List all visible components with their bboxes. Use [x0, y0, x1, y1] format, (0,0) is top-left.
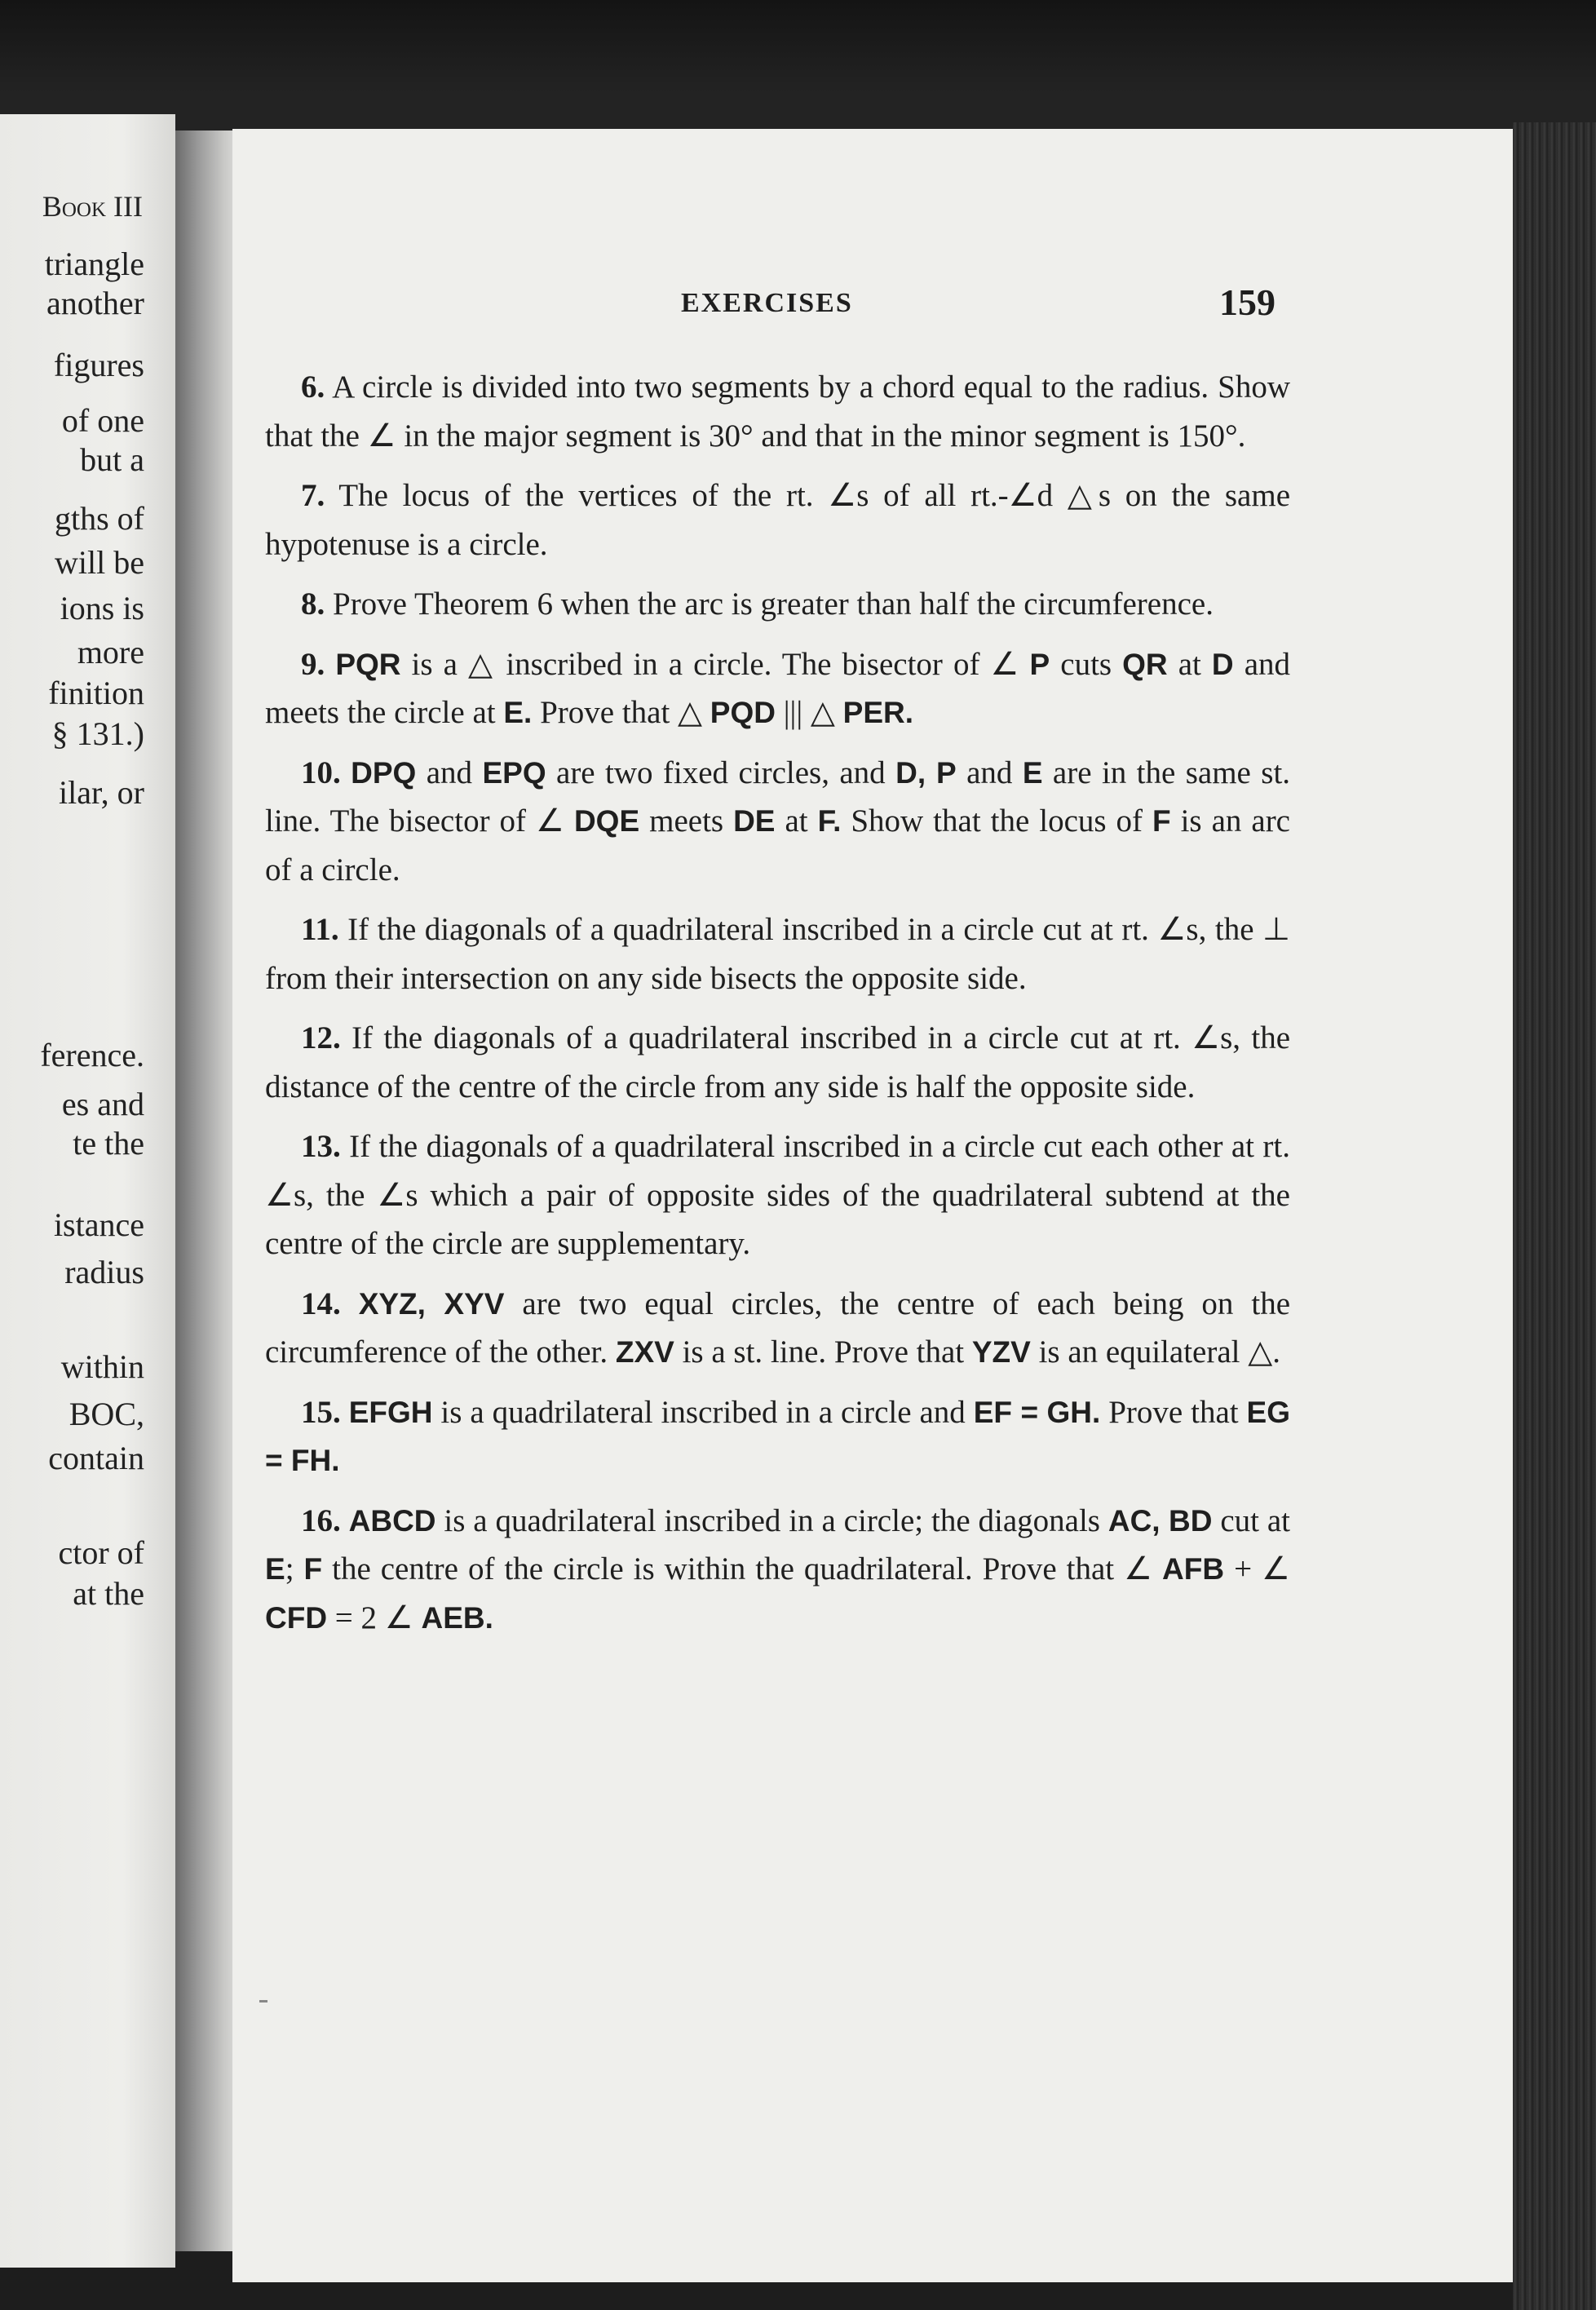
exercise-text: Prove that	[1100, 1394, 1247, 1430]
exercise-text: and	[956, 755, 1023, 790]
facing-page-line: contain	[48, 1440, 144, 1476]
point-label: EG = FH.	[265, 1395, 1291, 1477]
facing-page-line: finition	[48, 675, 144, 711]
facing-page-left	[0, 114, 175, 2268]
page-number: 159	[1219, 281, 1275, 323]
facing-page-line: te the	[73, 1125, 144, 1162]
exercise-item	[265, 905, 1290, 1002]
point-label: PQD	[710, 696, 776, 729]
point-label: PQR	[335, 647, 401, 681]
exercise-item	[265, 1280, 1290, 1377]
exercise-text: and meets the circle at	[265, 646, 1291, 730]
exercise-number: 9.	[301, 646, 325, 682]
point-label: ABCD	[348, 1503, 436, 1538]
exercise-text: are two fixed circles, and	[546, 755, 896, 790]
point-label: E.	[503, 696, 533, 729]
running-head: EXERCISES	[681, 288, 853, 318]
exercise-item	[265, 580, 1290, 629]
exercise-text: If the diagonals of a quadrilateral inscribed in a circle cut each other at rt. ∠s, the ∠s which a pair of opposite sides of the quadrilateral subtend at the centre of the circle are supplementary.	[265, 1129, 1291, 1261]
point-label: EFGH	[348, 1395, 433, 1429]
exercise-number: 12.	[301, 1020, 341, 1055]
point-label: DPQ	[351, 755, 417, 790]
exercise-number: 14.	[301, 1286, 341, 1321]
point-label: DQE	[573, 804, 640, 838]
stray-mark	[259, 2000, 267, 2002]
exercise-item	[265, 1388, 1290, 1485]
point-label: F	[303, 1552, 323, 1586]
book-gutter	[175, 131, 241, 2251]
point-label: D, P	[895, 755, 957, 790]
exercise-text: The locus of the vertices of the rt. ∠s of all rt.-∠d △s on the same hypotenuse is a circle.	[265, 478, 1291, 562]
facing-page-line: BOC,	[69, 1396, 144, 1432]
exercise-text: cuts	[1050, 646, 1123, 682]
exercise-number: 6.	[301, 370, 325, 405]
point-label: F.	[817, 804, 842, 838]
exercise-text: the centre of the circle is within the quadrilateral. Prove that ∠	[322, 1551, 1163, 1586]
point-label: D	[1211, 647, 1234, 681]
exercise-text: ;	[285, 1551, 304, 1586]
point-label: EPQ	[482, 755, 546, 790]
facing-page-line: ference.	[40, 1037, 144, 1073]
exercise-number: 15.	[301, 1394, 341, 1430]
facing-page-line: triangle	[44, 246, 144, 282]
exercise-text: Prove that △	[532, 695, 710, 730]
exercise-item	[265, 1014, 1290, 1111]
exercise-text: meets	[639, 803, 734, 839]
point-label: EF = GH.	[973, 1395, 1101, 1429]
exercise-item	[265, 749, 1290, 895]
point-label: DE	[733, 804, 776, 838]
exercise-text: Show that the locus of	[841, 803, 1153, 839]
exercise-text: + ∠	[1224, 1551, 1291, 1586]
exercise-text: Prove Theorem 6 when the arc is greater than half the circumference.	[333, 586, 1214, 622]
exercise-text: is an equilateral △.	[1030, 1334, 1280, 1370]
exercise-text: and	[416, 755, 483, 790]
exercise-number: 10.	[301, 755, 341, 790]
point-label: AFB	[1162, 1552, 1225, 1586]
exercise-text: cut at	[1212, 1502, 1290, 1538]
exercise-text: are two equal circles, the centre of each being on the circumference of the other.	[265, 1286, 1291, 1370]
exercise-text: If the diagonals of a quadrilateral inscribed in a circle cut at rt. ∠s, the ⊥ from their intersection on any side bisects the opposite side.	[265, 912, 1290, 996]
exercise-item	[265, 640, 1290, 737]
point-label: F	[1152, 804, 1171, 838]
facing-page-line: § 131.)	[51, 715, 144, 752]
exercise-text: is an arc of a circle.	[265, 803, 1290, 887]
point-label: XYZ, XYV	[358, 1286, 505, 1321]
facing-page-line: Book III	[42, 190, 143, 223]
facing-page-line: at the	[73, 1575, 144, 1612]
facing-page-line: another	[46, 285, 144, 321]
exercise-text: is a quadrilateral inscribed in a circle and	[432, 1394, 974, 1430]
exercise-text: is a △ inscribed in a circle. The bisector of ∠	[400, 646, 1030, 682]
exercise-item	[265, 1122, 1290, 1268]
exercise-list	[265, 363, 1290, 1653]
point-label: YZV	[971, 1335, 1031, 1369]
exercise-text: = 2 ∠	[327, 1600, 422, 1635]
facing-page-line: es and	[61, 1086, 144, 1122]
facing-page-line: istance	[53, 1206, 144, 1243]
exercise-text: A circle is divided into two segments by a chord equal to the radius. Show that the ∠ in the major segment is 30° and that in the minor segment is 150°.	[265, 370, 1290, 454]
facing-page-line: ilar, or	[58, 774, 144, 811]
facing-page-line: ions is	[60, 590, 144, 626]
point-label: ZXV	[615, 1335, 674, 1369]
point-label: P	[1029, 647, 1050, 681]
facing-page-line: radius	[64, 1254, 144, 1290]
point-label: QR	[1122, 647, 1168, 681]
exercise-text: are in the same st. line. The bisector of ∠	[265, 755, 1291, 839]
exercise-text: is a quadrilateral inscribed in a circle; the diagonals	[435, 1502, 1108, 1538]
exercise-item	[265, 1497, 1290, 1643]
exercise-number: 8.	[301, 586, 325, 622]
exercise-text: is a st. line. Prove that	[674, 1334, 972, 1370]
facing-page-line: of one	[61, 402, 144, 439]
exercise-item	[265, 471, 1290, 569]
page-edge-stack	[1513, 122, 1596, 2310]
exercise-text: at	[1167, 646, 1212, 682]
exercise-text: ||| △	[775, 695, 843, 730]
facing-page-line: within	[60, 1348, 144, 1385]
exercise-number: 16.	[301, 1502, 341, 1538]
point-label: AC, BD	[1107, 1503, 1213, 1538]
exercise-number: 7.	[301, 478, 325, 513]
exercise-text: at	[775, 803, 818, 839]
facing-page-line: figures	[53, 347, 144, 383]
point-label: E	[1022, 755, 1043, 790]
exercise-item	[265, 363, 1290, 460]
point-label: PER.	[842, 696, 914, 729]
facing-page-line: will be	[55, 544, 144, 581]
point-label: E	[265, 1552, 285, 1586]
facing-page-line: more	[77, 634, 144, 670]
facing-page-line: ctor of	[58, 1534, 144, 1571]
facing-page-line: gths of	[55, 500, 144, 537]
point-label: CFD	[265, 1600, 328, 1635]
facing-page-line: but a	[80, 441, 144, 478]
exercise-text: If the diagonals of a quadrilateral inscribed in a circle cut at rt. ∠s, the distance of the centre of the circle from any side is half the opposite side.	[265, 1020, 1291, 1104]
exercise-number: 13.	[301, 1129, 341, 1164]
exercise-number: 11.	[301, 912, 339, 947]
point-label: AEB.	[421, 1600, 493, 1635]
